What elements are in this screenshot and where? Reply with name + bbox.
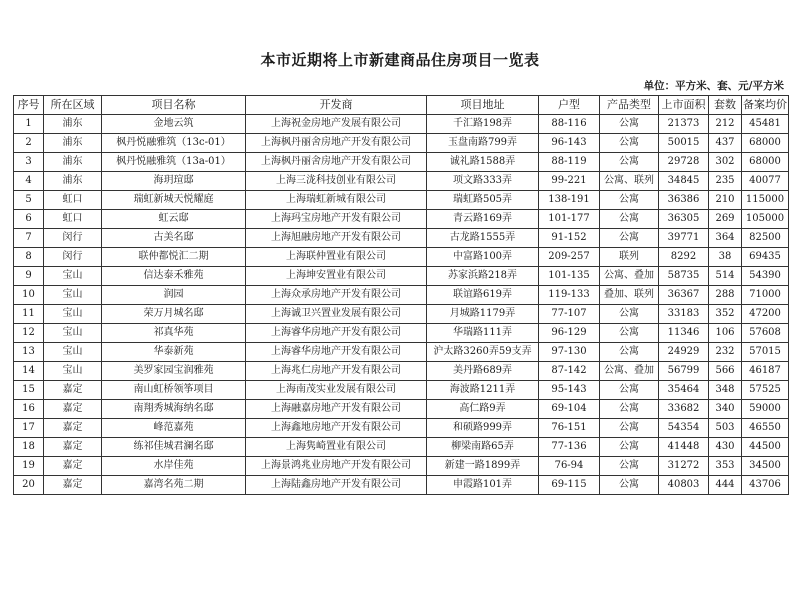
header-cell-developer: 开发商 [246, 96, 427, 115]
cell-project-name: 美罗家园宝润雅苑 [102, 362, 246, 381]
cell-avg-price: 69435 [742, 248, 789, 267]
cell-developer: 上海瑞虹新城有限公司 [246, 191, 427, 210]
cell-district: 闵行 [44, 229, 102, 248]
cell-address: 柳梁南路65弄 [427, 438, 539, 457]
cell-district: 宝山 [44, 362, 102, 381]
cell-developer: 上海众承房地产开发有限公司 [246, 286, 427, 305]
cell-district: 嘉定 [44, 400, 102, 419]
cell-units: 566 [709, 362, 742, 381]
cell-area: 50015 [659, 134, 709, 153]
cell-units: 269 [709, 210, 742, 229]
cell-units: 288 [709, 286, 742, 305]
cell-district: 嘉定 [44, 476, 102, 495]
cell-product-type: 公寓 [600, 305, 659, 324]
cell-area: 24929 [659, 343, 709, 362]
cell-product-type: 公寓、联列 [600, 172, 659, 191]
header-cell-project-name: 项目名称 [102, 96, 246, 115]
cell-units: 364 [709, 229, 742, 248]
cell-address: 中富路100弄 [427, 248, 539, 267]
cell-project-name: 练祁佳城君澜名邸 [102, 438, 246, 457]
housing-projects-table [13, 95, 789, 495]
cell-product-type: 公寓 [600, 343, 659, 362]
cell-avg-price: 34500 [742, 457, 789, 476]
cell-district: 虹口 [44, 191, 102, 210]
cell-developer: 上海隽崎置业有限公司 [246, 438, 427, 457]
cell-address: 瑞虹路505弄 [427, 191, 539, 210]
cell-project-name: 信达泰禾雅苑 [102, 267, 246, 286]
cell-area: 31272 [659, 457, 709, 476]
cell-district: 闵行 [44, 248, 102, 267]
cell-product-type: 公寓 [600, 324, 659, 343]
cell-index: 14 [14, 362, 44, 381]
cell-unit-size: 77-136 [539, 438, 600, 457]
cell-address: 联谊路619弄 [427, 286, 539, 305]
cell-district: 宝山 [44, 286, 102, 305]
cell-index: 6 [14, 210, 44, 229]
cell-avg-price: 46550 [742, 419, 789, 438]
table-row [14, 457, 789, 476]
cell-district: 嘉定 [44, 438, 102, 457]
cell-unit-size: 88-116 [539, 115, 600, 134]
header-cell-index: 序号 [14, 96, 44, 115]
cell-district: 嘉定 [44, 457, 102, 476]
cell-area: 36305 [659, 210, 709, 229]
cell-area: 41448 [659, 438, 709, 457]
cell-area: 39771 [659, 229, 709, 248]
cell-address: 高仁路9弄 [427, 400, 539, 419]
cell-area: 40803 [659, 476, 709, 495]
cell-unit-size: 101-135 [539, 267, 600, 286]
cell-index: 18 [14, 438, 44, 457]
cell-district: 虹口 [44, 210, 102, 229]
cell-avg-price: 57015 [742, 343, 789, 362]
cell-avg-price: 46187 [742, 362, 789, 381]
cell-index: 5 [14, 191, 44, 210]
cell-avg-price: 43706 [742, 476, 789, 495]
cell-unit-size: 96-143 [539, 134, 600, 153]
cell-unit-size: 209-257 [539, 248, 600, 267]
cell-address: 华瑞路111弄 [427, 324, 539, 343]
cell-address: 申霞路101弄 [427, 476, 539, 495]
cell-district: 宝山 [44, 324, 102, 343]
cell-developer: 上海景鸿兆业房地产开发有限公司 [246, 457, 427, 476]
cell-developer: 上海枫丹丽舍房地产开发有限公司 [246, 153, 427, 172]
cell-avg-price: 40077 [742, 172, 789, 191]
cell-area: 36386 [659, 191, 709, 210]
cell-developer: 上海融嘉房地产开发有限公司 [246, 400, 427, 419]
cell-developer: 上海南茂实业发展有限公司 [246, 381, 427, 400]
cell-index: 17 [14, 419, 44, 438]
cell-index: 1 [14, 115, 44, 134]
cell-units: 514 [709, 267, 742, 286]
cell-product-type: 公寓 [600, 210, 659, 229]
header-cell-address: 项目地址 [427, 96, 539, 115]
cell-units: 302 [709, 153, 742, 172]
table-row [14, 153, 789, 172]
header-cell-product-type: 产品类型 [600, 96, 659, 115]
table-row [14, 191, 789, 210]
cell-area: 33682 [659, 400, 709, 419]
cell-avg-price: 57608 [742, 324, 789, 343]
cell-units: 353 [709, 457, 742, 476]
cell-product-type: 公寓 [600, 438, 659, 457]
cell-index: 11 [14, 305, 44, 324]
cell-index: 10 [14, 286, 44, 305]
table-row [14, 248, 789, 267]
cell-project-name: 古美名邸 [102, 229, 246, 248]
cell-developer: 上海玛宝房地产开发有限公司 [246, 210, 427, 229]
cell-unit-size: 101-177 [539, 210, 600, 229]
table-row [14, 286, 789, 305]
header-cell-unit-size: 户型 [539, 96, 600, 115]
cell-address: 和硕路999弄 [427, 419, 539, 438]
cell-address: 沪太路3260弄59支弄 [427, 343, 539, 362]
cell-area: 33183 [659, 305, 709, 324]
cell-address: 玉盘南路799弄 [427, 134, 539, 153]
cell-index: 12 [14, 324, 44, 343]
cell-area: 54354 [659, 419, 709, 438]
cell-product-type: 叠加、联列 [600, 286, 659, 305]
cell-developer: 上海祝金房地产发展有限公司 [246, 115, 427, 134]
cell-project-name: 联仲都悦汇二期 [102, 248, 246, 267]
cell-project-name: 润园 [102, 286, 246, 305]
cell-address: 古龙路1555弄 [427, 229, 539, 248]
cell-project-name: 金地云筑 [102, 115, 246, 134]
cell-area: 58735 [659, 267, 709, 286]
cell-product-type: 公寓 [600, 381, 659, 400]
cell-project-name: 嘉湾名苑二期 [102, 476, 246, 495]
cell-units: 235 [709, 172, 742, 191]
cell-index: 2 [14, 134, 44, 153]
cell-unit-size: 76-94 [539, 457, 600, 476]
cell-product-type: 公寓、叠加 [600, 267, 659, 286]
cell-unit-size: 119-133 [539, 286, 600, 305]
cell-avg-price: 54390 [742, 267, 789, 286]
cell-product-type: 公寓 [600, 115, 659, 134]
cell-developer: 上海睿华房地产开发有限公司 [246, 343, 427, 362]
cell-units: 106 [709, 324, 742, 343]
cell-district: 嘉定 [44, 419, 102, 438]
cell-avg-price: 47200 [742, 305, 789, 324]
cell-product-type: 公寓 [600, 229, 659, 248]
cell-district: 嘉定 [44, 381, 102, 400]
header-cell-units: 套数 [709, 96, 742, 115]
cell-developer: 上海陆鑫房地产开发有限公司 [246, 476, 427, 495]
cell-index: 9 [14, 267, 44, 286]
cell-developer: 上海诚卫兴置业发展有限公司 [246, 305, 427, 324]
cell-units: 503 [709, 419, 742, 438]
cell-project-name: 枫丹悦融雅筑（13c-01） [102, 134, 246, 153]
cell-unit-size: 96-129 [539, 324, 600, 343]
unit-note: 单位：平方米、套、元/平方米 [643, 80, 784, 92]
cell-project-name: 峰范嘉苑 [102, 419, 246, 438]
cell-avg-price: 68000 [742, 153, 789, 172]
cell-unit-size: 97-130 [539, 343, 600, 362]
table-row [14, 229, 789, 248]
cell-district: 浦东 [44, 172, 102, 191]
cell-units: 348 [709, 381, 742, 400]
cell-area: 8292 [659, 248, 709, 267]
cell-units: 437 [709, 134, 742, 153]
table-row [14, 438, 789, 457]
cell-unit-size: 77-107 [539, 305, 600, 324]
header-cell-area: 上市面积 [659, 96, 709, 115]
table-header-row [14, 96, 789, 115]
cell-developer: 上海兆仁房地产开发有限公司 [246, 362, 427, 381]
cell-address: 月城路1179弄 [427, 305, 539, 324]
cell-product-type: 公寓 [600, 153, 659, 172]
cell-units: 38 [709, 248, 742, 267]
cell-index: 4 [14, 172, 44, 191]
cell-district: 宝山 [44, 343, 102, 362]
cell-district: 浦东 [44, 134, 102, 153]
cell-units: 210 [709, 191, 742, 210]
header-cell-district: 所在区域 [44, 96, 102, 115]
table-row [14, 267, 789, 286]
cell-district: 宝山 [44, 267, 102, 286]
table-row [14, 362, 789, 381]
cell-avg-price: 115000 [742, 191, 789, 210]
cell-developer: 上海鑫地房地产开发有限公司 [246, 419, 427, 438]
cell-area: 21373 [659, 115, 709, 134]
cell-avg-price: 68000 [742, 134, 789, 153]
cell-index: 8 [14, 248, 44, 267]
cell-developer: 上海联仲置业有限公司 [246, 248, 427, 267]
cell-product-type: 联列 [600, 248, 659, 267]
cell-product-type: 公寓 [600, 419, 659, 438]
cell-developer: 上海枫丹丽舍房地产开发有限公司 [246, 134, 427, 153]
cell-district: 浦东 [44, 153, 102, 172]
cell-project-name: 虹云邸 [102, 210, 246, 229]
cell-avg-price: 45481 [742, 115, 789, 134]
cell-project-name: 瑞虹新城天悦耀庭 [102, 191, 246, 210]
cell-address: 新建一路1899弄 [427, 457, 539, 476]
table-row [14, 115, 789, 134]
cell-project-name: 枫丹悦融雅筑（13a-01） [102, 153, 246, 172]
cell-units: 212 [709, 115, 742, 134]
header-cell-avg-price: 备案均价 [742, 96, 789, 115]
cell-address: 青云路169弄 [427, 210, 539, 229]
cell-project-name: 南山虹桥领筝项目 [102, 381, 246, 400]
table-row [14, 343, 789, 362]
cell-index: 3 [14, 153, 44, 172]
cell-units: 444 [709, 476, 742, 495]
cell-project-name: 海玥瑄邸 [102, 172, 246, 191]
cell-index: 20 [14, 476, 44, 495]
cell-address: 海波路1211弄 [427, 381, 539, 400]
cell-unit-size: 76-151 [539, 419, 600, 438]
cell-index: 15 [14, 381, 44, 400]
cell-developer: 上海三泷科技创业有限公司 [246, 172, 427, 191]
cell-developer: 上海旭融房地产开发有限公司 [246, 229, 427, 248]
table-row [14, 172, 789, 191]
cell-product-type: 公寓 [600, 400, 659, 419]
table-row [14, 324, 789, 343]
cell-product-type: 公寓、叠加 [600, 362, 659, 381]
cell-avg-price: 71000 [742, 286, 789, 305]
cell-unit-size: 95-143 [539, 381, 600, 400]
cell-avg-price: 44500 [742, 438, 789, 457]
cell-developer: 上海坤安置业有限公司 [246, 267, 427, 286]
cell-developer: 上海睿华房地产开发有限公司 [246, 324, 427, 343]
cell-project-name: 水岸佳苑 [102, 457, 246, 476]
cell-avg-price: 105000 [742, 210, 789, 229]
cell-project-name: 南翔秀城海纳名邸 [102, 400, 246, 419]
cell-address: 苏家浜路218弄 [427, 267, 539, 286]
cell-index: 19 [14, 457, 44, 476]
cell-product-type: 公寓 [600, 476, 659, 495]
table-row [14, 210, 789, 229]
table-body [14, 115, 789, 495]
cell-address: 美丹路689弄 [427, 362, 539, 381]
table-row [14, 400, 789, 419]
cell-unit-size: 88-119 [539, 153, 600, 172]
cell-area: 34845 [659, 172, 709, 191]
cell-avg-price: 59000 [742, 400, 789, 419]
cell-unit-size: 69-115 [539, 476, 600, 495]
cell-unit-size: 69-104 [539, 400, 600, 419]
cell-project-name: 祁真华苑 [102, 324, 246, 343]
cell-units: 340 [709, 400, 742, 419]
table-row [14, 305, 789, 324]
cell-address: 项文路333弄 [427, 172, 539, 191]
table-row [14, 476, 789, 495]
cell-units: 430 [709, 438, 742, 457]
cell-address: 千汇路198弄 [427, 115, 539, 134]
page-title: 本市近期将上市新建商品住房项目一览表 [260, 51, 540, 69]
cell-area: 11346 [659, 324, 709, 343]
cell-district: 宝山 [44, 305, 102, 324]
cell-area: 36367 [659, 286, 709, 305]
cell-units: 352 [709, 305, 742, 324]
cell-area: 35464 [659, 381, 709, 400]
cell-project-name: 荣万月城名邸 [102, 305, 246, 324]
cell-unit-size: 138-191 [539, 191, 600, 210]
cell-unit-size: 87-142 [539, 362, 600, 381]
cell-product-type: 公寓 [600, 191, 659, 210]
table-row [14, 419, 789, 438]
cell-project-name: 华泰新苑 [102, 343, 246, 362]
cell-avg-price: 57525 [742, 381, 789, 400]
cell-unit-size: 99-221 [539, 172, 600, 191]
table-row [14, 134, 789, 153]
cell-area: 29728 [659, 153, 709, 172]
cell-unit-size: 91-152 [539, 229, 600, 248]
table-row [14, 381, 789, 400]
cell-area: 56799 [659, 362, 709, 381]
cell-product-type: 公寓 [600, 134, 659, 153]
cell-product-type: 公寓 [600, 457, 659, 476]
cell-avg-price: 82500 [742, 229, 789, 248]
cell-units: 232 [709, 343, 742, 362]
cell-index: 7 [14, 229, 44, 248]
cell-district: 浦东 [44, 115, 102, 134]
cell-index: 13 [14, 343, 44, 362]
cell-index: 16 [14, 400, 44, 419]
cell-address: 诚礼路1588弄 [427, 153, 539, 172]
